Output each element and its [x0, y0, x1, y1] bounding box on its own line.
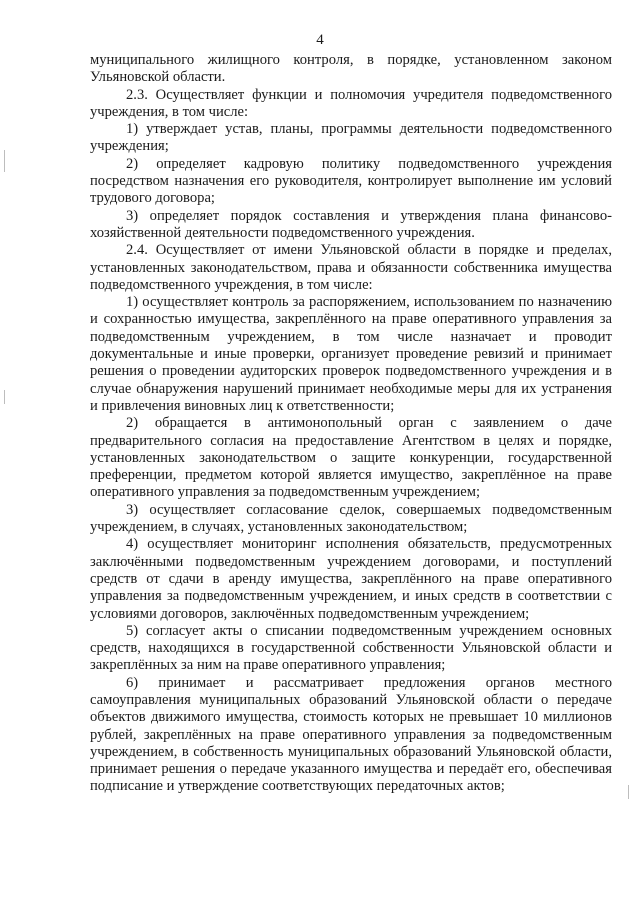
paragraph-2-3-item-1: 1) утверждает устав, планы, программы деятельности подведомственного учреждения; — [90, 121, 612, 155]
paragraph-2-3-item-3: 3) определяет порядок составления и утверждения плана финансово-хозяйственной деятельности подведомственного учреждения. — [90, 207, 612, 241]
paragraph-section-2-3: 2.3. Осуществляет функции и полномочия учредителя подведомственного учреждения, в том числе: — [90, 86, 612, 120]
paragraph-2-4-item-6: 6) принимает и рассматривает предложения органов местного самоуправления муниципальных образований Ульяновской области о передаче объектов движимого имущества, стоимость которых не превышает 10 миллионов рублей, закреплённых на праве оперативного управления за подведомственным учреждением, в собственность муниципальных образований Ульяновской области, принимает решения о передаче указанного имущества и передаёт его, обеспечивая подписание и утверждение соответствующих передаточных актов; — [90, 674, 612, 795]
paragraph-2-4-item-1: 1) осуществляет контроль за распоряжением, использованием по назначению и сохранностью имущества, закреплённого на праве оперативного управления за подведомственным учреждением, в том числе назначает и проводит документальные и иные проверки, организует проведение ревизий и принимает решения о проведении аудиторских проверок подведомственного учреждения и в случае обнаружения нарушений принимает необходимые меры для их устранения и привлечения виновных лиц к ответственности; — [90, 294, 612, 414]
scan-artifact-mark — [628, 785, 629, 799]
paragraph-section-2-4: 2.4. Осуществляет от имени Ульяновской области в порядке и пределах, установленных законодательством, права и обязанности собственника имущества подведомственного учреждения, в том числе: — [90, 242, 612, 293]
page-number: 4 — [316, 32, 324, 48]
paragraph-2-3-item-2: 2) определяет кадровую политику подведомственного учреждения посредством назначения его руководителя, контролирует выполнение им условий трудового договора; — [90, 155, 612, 207]
scan-artifact-mark — [4, 150, 5, 172]
paragraph-2-4-item-5: 5) согласует акты о списании подведомственным учреждением основных средств, находящихся в государственной собственности Ульяновской области и закреплённых за ним на праве оперативного управления; — [90, 622, 612, 674]
paragraph-2-4-item-3: 3) осуществляет согласование сделок, совершаемых подведомственным учреждением, в случаях, установленных законодательством; — [90, 501, 612, 536]
paragraph-2-4-item-4: 4) осуществляет мониторинг исполнения обязательств, предусмотренных заключёнными подведомственным учреждением договорами, и поступлений средств от сдачи в аренду имущества, закреплённого на праве оперативного управления за подведомственным учреждением, и иных средств в соответствии с условиями договоров, заключённых подведомственным учреждением; — [90, 536, 612, 622]
paragraph-2-4-item-2: 2) обращается в антимонопольный орган с заявлением о даче предварительного согласия на предоставление Агентством в целях и порядке, установленных законодательством о защите конкуренции, государственной преференции, предметом которой является имущество, закреплённое на праве оперативного управления за подведомственным учреждением; — [90, 415, 612, 501]
scan-artifact-mark — [4, 390, 5, 404]
paragraph-continuation: муниципального жилищного контроля, в порядке, установленном законом Ульяновской области. — [90, 52, 612, 86]
document-body — [90, 52, 612, 796]
